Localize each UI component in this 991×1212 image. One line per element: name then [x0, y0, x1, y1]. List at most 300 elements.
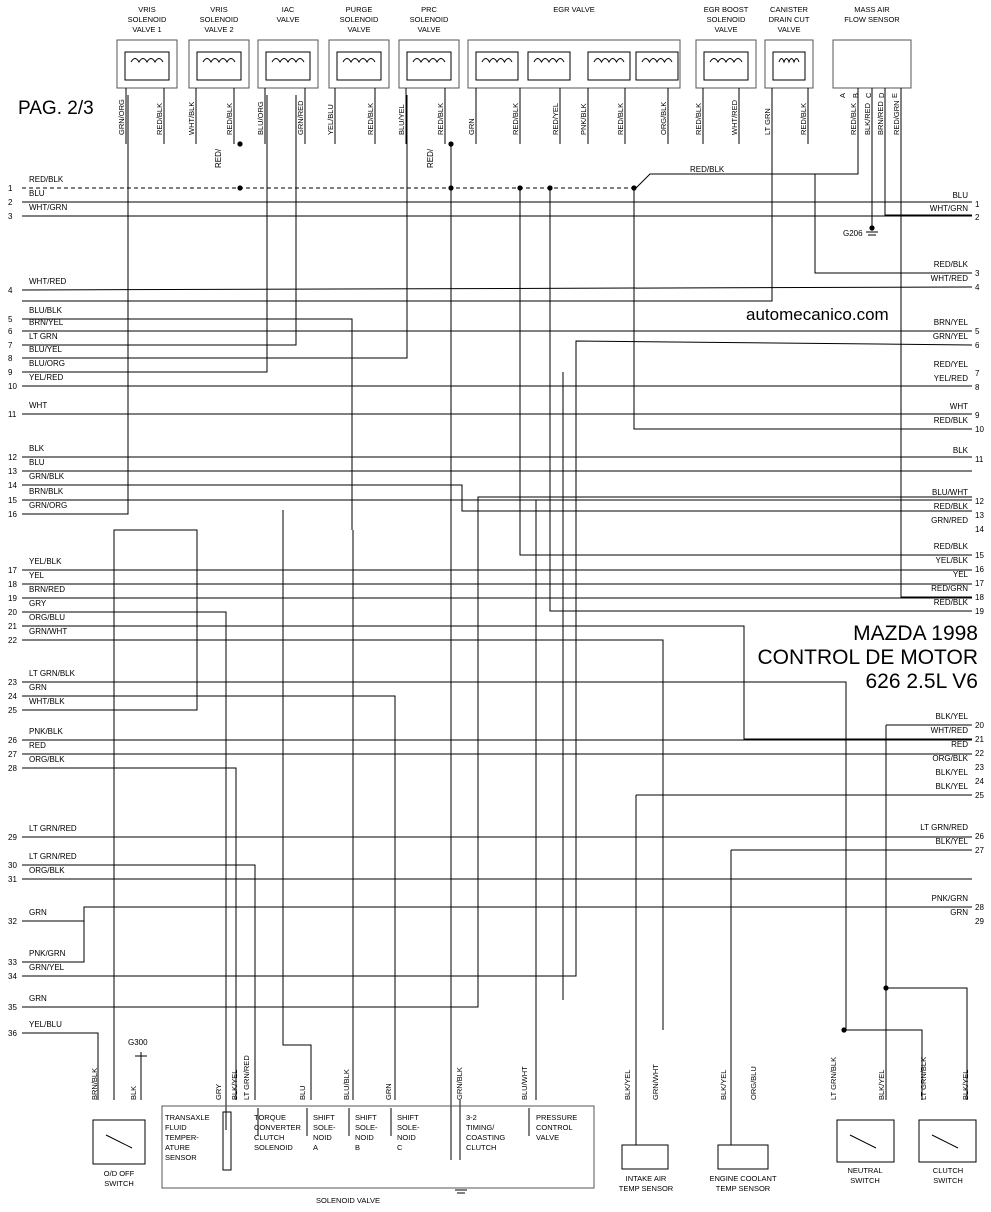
- left-wire-label: YEL/BLU: [29, 1020, 62, 1029]
- solenoid-part-label: TEMPER-: [165, 1133, 199, 1142]
- bottom-wire-label: BLU/BLK: [342, 1069, 351, 1100]
- solenoid-inner-box: [197, 52, 241, 80]
- right-pin-number: 24: [975, 777, 984, 786]
- coil-symbol: [413, 59, 445, 63]
- right-wire-label: YEL/BLK: [935, 556, 968, 565]
- right-wire-label: LT GRN/RED: [920, 823, 968, 832]
- solenoid-part-label: PRESSURE: [536, 1113, 578, 1122]
- red-blk-top-wire: [636, 92, 860, 188]
- top-component-label: VALVE: [276, 15, 300, 24]
- component-pin-label: BRN/RED: [876, 101, 885, 135]
- right-pin-number: 5: [975, 327, 980, 336]
- watermark: automecanico.com: [746, 305, 889, 324]
- bottom-wire-label: BLK: [129, 1085, 138, 1100]
- right-pin-number: 19: [975, 607, 984, 616]
- solenoid-part-label: TIMING/: [466, 1123, 495, 1132]
- left-pin-number: 23: [8, 678, 17, 687]
- solenoid-part-label: 3-2: [466, 1113, 477, 1122]
- bottom-wire-label: GRY: [214, 1083, 223, 1100]
- top-component-box: [468, 40, 680, 88]
- coil-symbol: [343, 59, 375, 63]
- right-pin-number: 2: [975, 213, 980, 222]
- wire-run: [815, 174, 972, 273]
- left-pin-number: 5: [8, 315, 13, 324]
- bus-splice-dot: [237, 185, 242, 190]
- left-connector-labels: [8, 175, 77, 1038]
- left-pin-number: 33: [8, 958, 17, 967]
- left-pin-number: 8: [8, 354, 13, 363]
- left-pin-number: 20: [8, 608, 17, 617]
- top-component-label: VALVE 2: [204, 25, 234, 34]
- wire-run: [22, 95, 267, 372]
- wire-splice-dot: [869, 225, 874, 230]
- bottom-wire-label: BLK/YEL: [877, 1069, 886, 1100]
- solenoid-part-label: ATURE: [165, 1143, 190, 1152]
- left-pin-number: 29: [8, 833, 17, 842]
- wire-run: [22, 696, 395, 1100]
- bottom-wire-label: GRN/WHT: [651, 1064, 660, 1100]
- component-pin-label: RED/BLK: [366, 102, 375, 135]
- left-wire-label: RED/BLK: [29, 175, 64, 184]
- wire-run: [22, 1033, 98, 1100]
- top-component-box: [399, 40, 459, 88]
- right-wire-label: WHT: [949, 402, 968, 411]
- intake-air-label: INTAKE AIR: [625, 1174, 667, 1183]
- top-component-label: SOLENOID: [706, 15, 746, 24]
- wire-run: [22, 319, 352, 530]
- component-pin-label: PNK/BLK: [579, 103, 588, 135]
- top-component-box: [189, 40, 249, 88]
- right-pin-number: 15: [975, 551, 984, 560]
- top-component-label: SOLENOID: [339, 15, 379, 24]
- top-component-label: VALVE: [777, 25, 801, 34]
- left-wire-label: GRY: [29, 599, 47, 608]
- neutral-label: SWITCH: [850, 1176, 880, 1185]
- left-wire-label: PNK/GRN: [29, 949, 66, 958]
- right-wire-label: GRN: [950, 908, 968, 917]
- bottom-wire-label: BLK/YEL: [230, 1069, 239, 1100]
- solenoid-part-label: CONTROL: [536, 1123, 573, 1132]
- right-pin-number: 3: [975, 269, 980, 278]
- left-pin-number: 4: [8, 286, 13, 295]
- right-wire-label: BLK/YEL: [935, 837, 968, 846]
- coil-symbol: [131, 59, 163, 63]
- component-pin-label: RED/BLK: [511, 102, 520, 135]
- solenoid-part-label: C: [397, 1143, 403, 1152]
- left-pin-number: 25: [8, 706, 17, 715]
- wire-run: [22, 907, 972, 921]
- left-pin-number: 19: [8, 594, 17, 603]
- right-wire-label: YEL: [952, 570, 968, 579]
- wire-splice-dot: [448, 141, 453, 146]
- top-component-box: [329, 40, 389, 88]
- right-pin-number: 20: [975, 721, 984, 730]
- left-pin-number: 21: [8, 622, 17, 631]
- solenoid-part-label: SOLENOID: [254, 1143, 293, 1152]
- solenoid-part-label: SHIFT: [355, 1113, 377, 1122]
- component-pin-label: ORG/BLK: [659, 101, 668, 135]
- left-wire-label: PNK/BLK: [29, 727, 63, 736]
- solenoid-inner-box: [588, 52, 630, 80]
- solenoid-part-label: B: [355, 1143, 361, 1152]
- right-wire-label: BLK: [952, 446, 968, 455]
- solenoid-part-label: SENSOR: [165, 1153, 197, 1162]
- component-pin-label: GRN: [467, 118, 476, 135]
- component-pin-label: RED/BLK: [155, 102, 164, 135]
- left-wire-label: LT GRN/BLK: [29, 669, 75, 678]
- component-pin-label: RED/YEL: [551, 102, 560, 135]
- component-pin-label: WHT/RED: [730, 100, 739, 135]
- right-pin-number: 25: [975, 791, 984, 800]
- solenoid-inner-box: [704, 52, 748, 80]
- left-wire-label: BLU/YEL: [29, 345, 62, 354]
- top-component-label: FLOW SENSOR: [844, 15, 900, 24]
- switch-contact: [932, 1135, 958, 1148]
- left-wire-label: YEL: [29, 571, 45, 580]
- right-wire-label: RED/BLK: [933, 416, 968, 425]
- right-pin-number: 16: [975, 565, 984, 574]
- bottom-wire-label: BRN/BLK: [90, 1067, 99, 1100]
- bottom-wire-label: BLU/WHT: [520, 1066, 529, 1100]
- right-pin-number: 22: [975, 749, 984, 758]
- right-wire-label: BLK/YEL: [935, 782, 968, 791]
- component-pin-label: GRN/ORG: [117, 99, 126, 135]
- right-pin-number: 1: [975, 200, 980, 209]
- component-pin-label: RED/BLK: [225, 102, 234, 135]
- coil-symbol: [594, 59, 624, 63]
- right-pin-number: 21: [975, 735, 984, 744]
- component-pin-label: RED/BLK: [849, 102, 858, 135]
- right-pin-number: 17: [975, 579, 984, 588]
- wire-run: [22, 768, 236, 1100]
- component-pin-label: BLU/YEL: [397, 104, 406, 135]
- solenoid-part-label: NOID: [355, 1133, 374, 1142]
- right-wire-label: RED/BLK: [933, 502, 968, 511]
- wire-splice-dot: [841, 1027, 846, 1032]
- title-line-2: CONTROL DE MOTOR: [757, 646, 978, 669]
- left-pin-number: 32: [8, 917, 17, 926]
- top-component-box: [696, 40, 756, 88]
- solenoid-part-label: TORQUE: [254, 1113, 286, 1122]
- neutral-label: NEUTRAL: [847, 1166, 883, 1175]
- bottom-wire-label: GRN: [384, 1083, 393, 1100]
- neutral-switch-box: [837, 1120, 894, 1162]
- component-pin-label: RED/BLK: [616, 102, 625, 135]
- right-pin-number: 13: [975, 511, 984, 520]
- left-wire-label: BRN/BLK: [29, 487, 64, 496]
- top-components: [117, 5, 911, 144]
- coolant-label: ENGINE COOLANT: [709, 1174, 777, 1183]
- left-pin-number: 1: [8, 184, 13, 193]
- left-wire-label: WHT: [29, 401, 48, 410]
- component-pin-label: BLK/RED: [863, 102, 872, 135]
- component-pin-label: GRN/RED: [296, 100, 305, 135]
- coolant-label: TEMP SENSOR: [715, 1184, 771, 1193]
- component-pin-label: WHT/BLK: [187, 101, 196, 135]
- right-pin-number: 23: [975, 763, 984, 772]
- left-pin-number: 14: [8, 481, 17, 490]
- left-pin-number: 6: [8, 327, 13, 336]
- solenoid-part-label: COASTING: [466, 1133, 506, 1142]
- maf-pin-letter: E: [890, 92, 899, 98]
- right-connector-labels: [920, 191, 984, 926]
- right-wire-label: BLK/YEL: [935, 768, 968, 777]
- wire-splice-dot: [237, 141, 242, 146]
- red-blk-top-label: RED/BLK: [690, 165, 725, 174]
- bottom-wire-label: BLK/YEL: [961, 1069, 970, 1100]
- right-wire-label: GRN/YEL: [932, 332, 968, 341]
- right-wire-label: YEL/RED: [933, 374, 968, 383]
- component-pin-label: RED/BLK: [799, 102, 808, 135]
- top-component-label: SOLENOID: [409, 15, 449, 24]
- solenoid-part-label: SOLE-: [313, 1123, 336, 1132]
- right-pin-number: 14: [975, 525, 984, 534]
- left-wire-label: GRN/BLK: [29, 472, 65, 481]
- bottom-wire-label: ORG/BLU: [749, 1066, 758, 1100]
- right-pin-number: 18: [975, 593, 984, 602]
- solenoid-inner-box: [528, 52, 570, 80]
- right-pin-number: 7: [975, 369, 980, 378]
- left-wire-label: GRN: [29, 908, 47, 917]
- coil-symbol: [642, 59, 672, 63]
- left-pin-number: 15: [8, 496, 17, 505]
- top-component-label: MASS AIR: [854, 5, 890, 14]
- component-pin-label: LT GRN: [763, 108, 772, 135]
- clutch-label: SWITCH: [933, 1176, 963, 1185]
- coil-symbol: [779, 59, 799, 63]
- maf-pin-letter: D: [877, 92, 886, 98]
- clutch-switch-box: [919, 1120, 976, 1162]
- coil-symbol: [482, 59, 512, 63]
- top-component-label: VALVE: [347, 25, 371, 34]
- coolant-sensor-box: [718, 1145, 768, 1169]
- top-component-label: VRIS: [138, 5, 156, 14]
- splice-label-2a: RED/: [426, 148, 435, 168]
- maf-pin-letter: A: [838, 92, 847, 98]
- intake-air-label: TEMP SENSOR: [618, 1184, 674, 1193]
- solenoid-part-label: SOLE-: [355, 1123, 378, 1132]
- left-pin-number: 3: [8, 212, 13, 221]
- left-pin-number: 34: [8, 972, 17, 981]
- left-wire-label: GRN: [29, 683, 47, 692]
- left-pin-number: 11: [8, 410, 17, 419]
- component-pin-label: RED/BLK: [694, 102, 703, 135]
- solenoid-inner-box: [337, 52, 381, 80]
- right-wire-label: BLK/YEL: [935, 712, 968, 721]
- left-pin-number: 13: [8, 467, 17, 476]
- right-pin-number: 4: [975, 283, 980, 292]
- left-pin-number: 36: [8, 1029, 17, 1038]
- left-wire-label: WHT/RED: [29, 277, 67, 286]
- solenoid-inner-box: [407, 52, 451, 80]
- solenoid-part-label: SOLE-: [397, 1123, 420, 1132]
- left-pin-number: 18: [8, 580, 17, 589]
- clutch-label: CLUTCH: [932, 1166, 964, 1175]
- coil-symbol: [203, 59, 235, 63]
- left-pin-number: 35: [8, 1003, 17, 1012]
- solenoid-part-label: TRANSAXLE: [165, 1113, 210, 1122]
- top-component-label: PRC: [421, 5, 437, 14]
- left-wire-label: GRN/YEL: [29, 963, 65, 972]
- right-wire-label: WHT/RED: [930, 726, 968, 735]
- right-wire-label: RED/BLK: [933, 542, 968, 551]
- top-component-box: [765, 40, 813, 88]
- title-line-1: MAZDA 1998: [853, 622, 978, 645]
- left-wire-label: BRN/YEL: [29, 318, 64, 327]
- bottom-components: [90, 1055, 976, 1205]
- solenoid-part-label: CLUTCH: [466, 1143, 497, 1152]
- right-wire-label: BRN/YEL: [933, 318, 968, 327]
- page-label: PAG. 2/3: [18, 98, 94, 119]
- right-wire-label: RED/BLK: [933, 598, 968, 607]
- left-wire-label: WHT/GRN: [29, 203, 68, 212]
- solenoid-inner-box: [636, 52, 678, 80]
- bottom-wire-label: LT GRN/BLK: [829, 1056, 838, 1100]
- right-wire-label: BLU/WHT: [932, 488, 968, 497]
- left-wire-label: WHT/BLK: [29, 697, 65, 706]
- left-wire-label: LT GRN/RED: [29, 852, 77, 861]
- right-pin-number: 26: [975, 832, 984, 841]
- left-pin-number: 22: [8, 636, 17, 645]
- top-component-label: SOLENOID: [199, 15, 239, 24]
- bottom-wire-label: GRN/BLK: [455, 1067, 464, 1100]
- top-component-label: EGR VALVE: [553, 5, 595, 14]
- solenoid-part-label: CONVERTER: [254, 1123, 301, 1132]
- left-wire-label: LT GRN: [29, 332, 58, 341]
- solenoid-part-label: A: [313, 1143, 319, 1152]
- solenoid-valve-label: SOLENOID VALVE: [316, 1196, 380, 1205]
- wire-run: [550, 188, 972, 611]
- coil-symbol: [534, 59, 564, 63]
- right-wire-label: BLU: [952, 191, 968, 200]
- right-pin-number: 12: [975, 497, 984, 506]
- top-component-label: IAC: [281, 5, 295, 14]
- left-pin-number: 26: [8, 736, 17, 745]
- right-wire-label: WHT/GRN: [929, 204, 968, 213]
- right-pin-number: 9: [975, 411, 980, 420]
- wire-run: [22, 485, 972, 511]
- right-wire-label: RED: [951, 740, 968, 749]
- solenoid-part-label: CLUTCH: [254, 1133, 285, 1142]
- wire-run: [22, 865, 255, 1100]
- left-pin-number: 2: [8, 198, 13, 207]
- bottom-wire-label: BLU: [298, 1085, 307, 1100]
- solenoid-inner-box: [125, 52, 169, 80]
- right-wire-label: RED/BLK: [933, 260, 968, 269]
- right-pin-number: 28: [975, 903, 984, 912]
- bottom-wire-label: LT GRN/BLK: [919, 1056, 928, 1100]
- left-pin-number: 30: [8, 861, 17, 870]
- left-wire-label: YEL/RED: [29, 373, 64, 382]
- bottom-wire-label: BLK/YEL: [719, 1069, 728, 1100]
- transaxle-sensor-symbol: [223, 1112, 231, 1170]
- left-wire-label: ORG/BLK: [29, 866, 65, 875]
- left-wire-label: RED: [29, 741, 46, 750]
- right-pin-number: 11: [975, 455, 984, 464]
- top-component-label: VALVE: [714, 25, 738, 34]
- solenoid-inner-box: [476, 52, 518, 80]
- left-wire-label: LT GRN/RED: [29, 824, 77, 833]
- right-pin-number: 6: [975, 341, 980, 350]
- right-wire-label: RED/YEL: [933, 360, 968, 369]
- left-wire-label: BRN/RED: [29, 585, 66, 594]
- component-pin-label: YEL/BLU: [326, 104, 335, 135]
- right-wire-label: ORG/BLK: [932, 754, 968, 763]
- right-wire-label: GRN/RED: [931, 516, 968, 525]
- top-component-label: EGR BOOST: [703, 5, 749, 14]
- left-pin-number: 10: [8, 382, 17, 391]
- left-pin-number: 12: [8, 453, 17, 462]
- wire-splice-dot: [883, 985, 888, 990]
- left-pin-number: 9: [8, 368, 13, 377]
- wire-run: [22, 682, 846, 1030]
- left-pin-number: 24: [8, 692, 17, 701]
- solenoid-part-label: NOID: [397, 1133, 416, 1142]
- top-component-label: SOLENOID: [127, 15, 167, 24]
- solenoid-part-label: SHIFT: [397, 1113, 419, 1122]
- right-pin-number: 27: [975, 846, 984, 855]
- od-switch-label: O/D OFF: [103, 1169, 135, 1178]
- component-pin-label: RED/GRN: [892, 100, 901, 135]
- left-wire-label: GRN/ORG: [29, 501, 68, 510]
- left-pin-number: 7: [8, 341, 13, 350]
- top-component-label: CANISTER: [770, 5, 808, 14]
- left-wire-label: BLU/BLK: [29, 306, 62, 315]
- maf-pin-letter: C: [864, 92, 873, 98]
- left-pin-number: 17: [8, 566, 17, 575]
- top-component-label: DRAIN CUT: [768, 15, 810, 24]
- solenoid-inner-box: [266, 52, 310, 80]
- solenoid-inner-box: [773, 52, 805, 80]
- wire-run: [22, 640, 663, 1030]
- bottom-wire-label: BLK/YEL: [623, 1069, 632, 1100]
- wire-group: [22, 92, 972, 1160]
- right-pin-number: 10: [975, 425, 984, 434]
- solenoid-part-label: NOID: [313, 1133, 332, 1142]
- right-pin-number: 8: [975, 383, 980, 392]
- coil-symbol: [272, 59, 304, 63]
- top-component-label: VALVE 1: [132, 25, 162, 34]
- left-wire-label: ORG/BLK: [29, 755, 65, 764]
- left-wire-label: ORG/BLU: [29, 613, 66, 622]
- left-wire-label: BLK: [29, 444, 45, 453]
- component-pin-label: BLU/ORG: [256, 101, 265, 135]
- solenoid-part-label: VALVE: [536, 1133, 560, 1142]
- ground-g300-label: G300: [128, 1038, 148, 1047]
- right-wire-label: PNK/GRN: [931, 894, 968, 903]
- splice-label-1a: RED/: [214, 148, 223, 168]
- title-line-3: 626 2.5L V6: [865, 670, 978, 693]
- top-component-label: VALVE: [417, 25, 441, 34]
- switch-contact: [850, 1135, 876, 1148]
- bottom-wire-label: LT GRN/RED: [242, 1055, 251, 1100]
- top-component-box: [258, 40, 318, 88]
- left-pin-number: 27: [8, 750, 17, 759]
- switch-contact: [106, 1135, 132, 1148]
- solenoid-part-label: SHIFT: [313, 1113, 335, 1122]
- left-pin-number: 31: [8, 875, 17, 884]
- maf-pin-letter: B: [851, 92, 860, 98]
- left-pin-number: 16: [8, 510, 17, 519]
- right-wire-label: WHT/RED: [930, 274, 968, 283]
- left-wire-label: YEL/BLK: [29, 557, 62, 566]
- od-switch-label: SWITCH: [104, 1179, 134, 1188]
- left-wire-label: GRN: [29, 994, 47, 1003]
- left-wire-label: BLU: [29, 458, 45, 467]
- left-wire-label: BLU/ORG: [29, 359, 66, 368]
- left-wire-label: GRN/WHT: [29, 627, 68, 636]
- right-wire-label: RED/GRN: [931, 584, 968, 593]
